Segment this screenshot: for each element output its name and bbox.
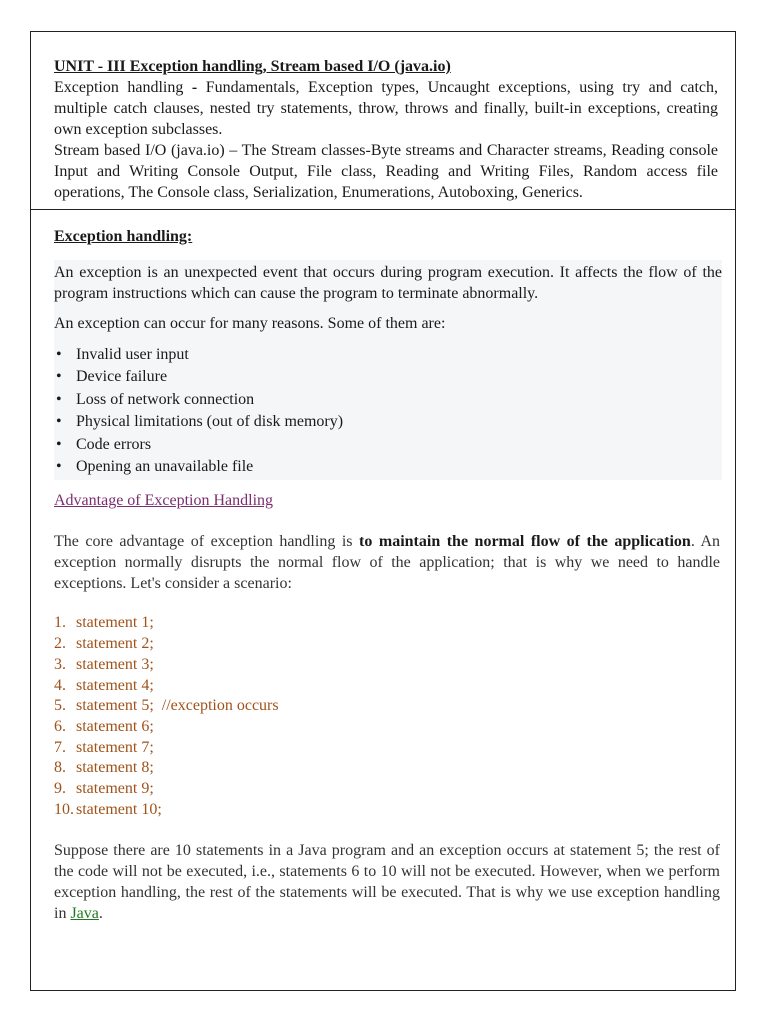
bullet-icon: •: [56, 368, 62, 386]
statement-line: [54, 717, 720, 738]
statement-number: 9.: [54, 780, 66, 798]
statement-number: 10.: [54, 800, 74, 818]
syllabus-title: UNIT - III Exception handling, Stream based I/O (java.io): [54, 58, 451, 75]
statement-line: [54, 634, 720, 655]
advantage-link[interactable]: Advantage of Exception Handling: [54, 492, 274, 510]
reasons-list: [54, 344, 722, 478]
list-item-text: Device failure: [76, 368, 168, 386]
list-item-text: Opening an unavailable file: [76, 458, 254, 476]
closing-paragraph: [54, 840, 720, 924]
statement-text: statement 6;: [76, 717, 154, 735]
statement-text: statement 9;: [76, 780, 154, 798]
bullet-icon: •: [56, 435, 62, 453]
syllabus-stream-topics: Stream based I/O (java.io) – The Stream classes-Byte streams and Character streams, Reading console Input and Writing Console Output, File class, Reading and Writing Files, Random access file operations, The Console class, Serialization, Enumerations, Autoboxing, Generics.: [54, 142, 718, 201]
statement-text: statement 1;: [76, 614, 154, 632]
list-item: [54, 366, 722, 388]
statement-number: 1.: [54, 614, 66, 632]
list-item: [54, 411, 722, 433]
bullet-icon: •: [56, 458, 62, 476]
statement-number: 7.: [54, 738, 66, 756]
main-content: [54, 226, 720, 924]
closing-period: .: [98, 905, 103, 923]
advantage-text-bold: to maintain the normal flow of the application: [359, 533, 691, 551]
advantage-paragraph: [54, 531, 720, 594]
statement-line: [54, 655, 720, 676]
statement-number: 3.: [54, 655, 66, 673]
list-item-text: Loss of network connection: [76, 390, 255, 408]
definition-block: [54, 260, 722, 480]
bullet-icon: •: [56, 390, 62, 408]
syllabus-exception-rest: Fundamentals, Exception types, Uncaught exceptions, using try and catch, multiple catch clauses, nested try statements, throw, throws and finally, built-in exceptions, creating own exception subclasses.: [54, 79, 719, 138]
closing-text: Suppose there are 10 statements in a Java program and an exception occurs at statement 5; the rest of the code will not be executed, i.e., statements 6 to 10 will not be executed. However, when we perform exception handling, the rest of the statements will be executed. That is why we use exception handling in: [54, 842, 720, 923]
statement-line: [54, 738, 720, 759]
section-heading: Exception handling:: [54, 228, 193, 245]
statement-number: 5.: [54, 697, 66, 715]
statement-line: [54, 758, 720, 779]
statement-text: statement 5; //exception occurs: [76, 697, 279, 715]
statement-line: [54, 800, 720, 821]
statement-text: statement 2;: [76, 635, 154, 653]
statement-text: statement 3;: [76, 655, 154, 673]
statement-text: statement 10;: [76, 800, 162, 818]
bullet-icon: •: [56, 346, 62, 363]
list-item: [54, 434, 722, 456]
syllabus-box: [31, 32, 735, 210]
statement-line: [54, 676, 720, 697]
exception-definition: An exception is an unexpected event that occurs during program execution. It affects the flow of the program instructions which can cause the program to terminate abnormally.: [54, 264, 722, 302]
statement-number: 2.: [54, 635, 66, 653]
advantage-text-start: The core advantage of exception handling is: [54, 533, 360, 551]
list-item-text: Physical limitations (out of disk memory): [76, 413, 344, 431]
bullet-icon: •: [56, 413, 62, 431]
list-item: [54, 456, 722, 478]
statement-list: [54, 613, 720, 820]
page-frame: [30, 31, 736, 991]
java-link[interactable]: Java: [70, 905, 99, 923]
advantage-text-end: . An exception normally disrupts the normal flow of the application; that is why we need to handle exceptions. Let's consider a scenario:: [54, 533, 721, 593]
reasons-intro: An exception can occur for many reasons. Some of them are:: [54, 315, 446, 332]
statement-text: statement 8;: [76, 759, 154, 777]
list-item: [54, 344, 722, 366]
list-item-text: Code errors: [76, 435, 152, 453]
statement-text: statement 4;: [76, 676, 154, 694]
list-item: [54, 389, 722, 411]
statement-number: 8.: [54, 759, 66, 777]
statement-text: statement 7;: [76, 738, 154, 756]
syllabus-exception-sep: -: [183, 79, 206, 96]
syllabus-exception-prefix: Exception handling: [54, 79, 184, 96]
statement-number: 4.: [54, 676, 66, 694]
statement-line: [54, 779, 720, 800]
statement-line: [54, 696, 720, 717]
statement-line: [54, 613, 720, 634]
list-item-text: Invalid user input: [76, 346, 189, 363]
syllabus-exception-topics: [54, 77, 718, 140]
statement-number: 6.: [54, 717, 66, 735]
